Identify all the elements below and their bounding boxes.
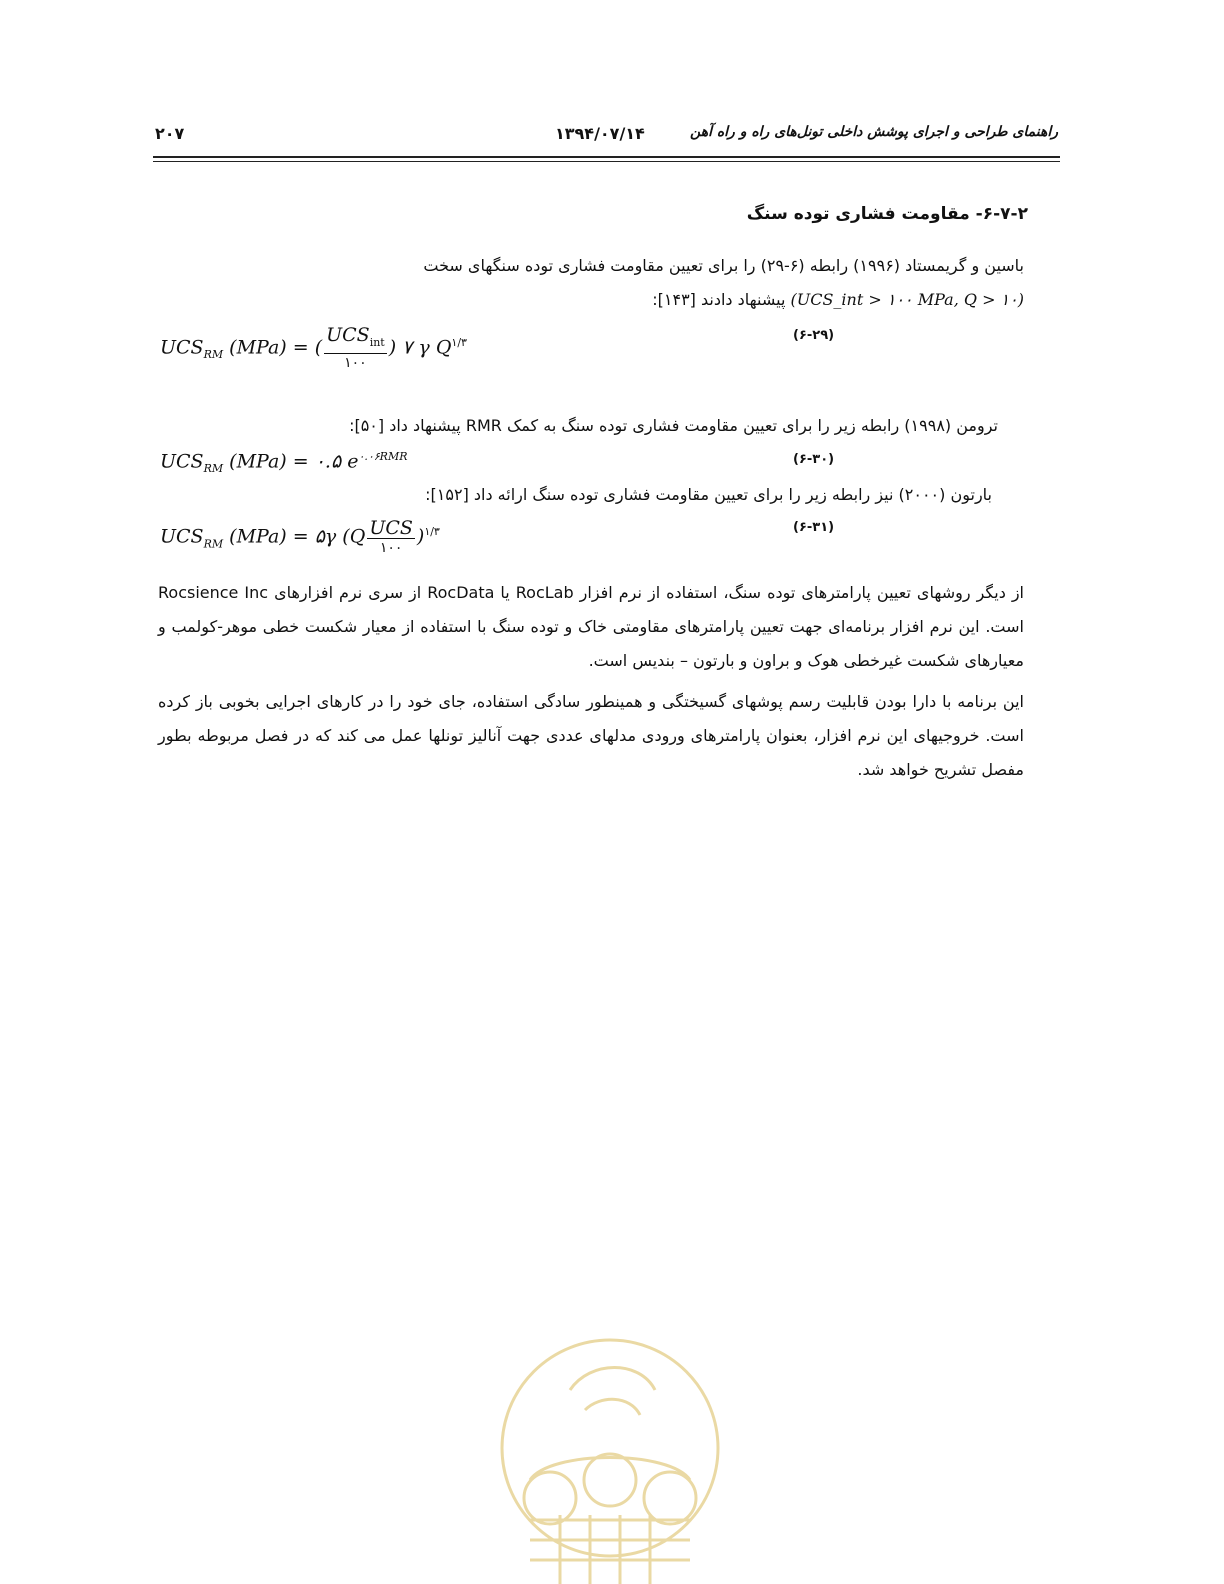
eq31-close: ): [416, 525, 425, 548]
seal-outer-ring: [502, 1340, 718, 1556]
section-heading: ۶-۷-۲- مقاومت فشاری توده سنگ: [746, 204, 1028, 224]
seal-gear-center: [584, 1454, 636, 1506]
page-number: ۲۰۷: [155, 124, 185, 143]
eq30-lhs-sub: RM: [203, 462, 224, 476]
eq29-lhs: UCS: [160, 336, 204, 359]
header-rule-thin: [153, 161, 1060, 162]
header-rule: [153, 156, 1060, 158]
eq30-exponent: ۰.۰۶RMR: [358, 450, 408, 463]
seal-arc: [530, 1458, 690, 1481]
paragraph-2: ترومن (۱۹۹۸) رابطه زیر را برای تعیین مقاومت فشاری توده سنگ به کمک RMR پیشنهاد داد [۵۰]:: [349, 416, 998, 435]
header-date: ۱۳۹۴/۰۷/۱۴: [555, 124, 645, 143]
equation-29: [160, 325, 467, 372]
eq31-fraction: [367, 518, 415, 557]
seal-gear-left: [524, 1472, 576, 1524]
paragraph-1-line-2: [652, 290, 1024, 309]
eq29-rest: ) ۷ γ Q: [388, 336, 452, 359]
equation-31-number: (۶-۳۱): [793, 520, 835, 535]
equation-29-number: (۶-۲۹): [793, 328, 835, 343]
eq31-numerator: UCS: [369, 517, 413, 539]
paragraph-1-line-1: باسین و گریمستاد (۱۹۹۶) رابطه (۶-۲۹) را برای تعیین مقاومت فشاری توده سنگهای سخت: [423, 256, 1024, 275]
equation-30-number: (۶-۳۰): [793, 452, 835, 467]
header-title: راهنمای طراحی و اجرای پوشش داخلی تونل‌های راه و راه آهن: [690, 124, 1058, 140]
eq29-fraction: [324, 325, 387, 372]
eq29-exponent: ۱/۳: [451, 336, 467, 350]
eq31-lhs: UCS: [160, 525, 204, 548]
eq31-denominator: ۱۰۰: [379, 540, 403, 556]
eq30-lhs: UCS: [160, 450, 204, 473]
eq30-rhs: (MPa) = ۰.۵ e: [229, 450, 359, 473]
eq29-numerator: UCS: [326, 324, 370, 346]
eq31-exponent: ۱/۳: [424, 525, 440, 539]
paragraph-4: از دیگر روشهای تعیین پارامترهای توده سنگ، استفاده از نرم افزار RocLab یا RocData از سری نرم افزارهای Rocsience Inc است. این نرم افزار برنامه‌ای جهت تعیین پارامترهای مقاومتی خاک و توده سنگ با استفاده از معیار شکست خطی موهر-کولمب و معیارهای شکست غیرخطی هوک و براون و بارتون – بندیس است.: [158, 583, 1025, 670]
equation-31: [160, 518, 440, 557]
eq31-lhs-sub: RM: [203, 537, 224, 551]
eq29-lhs-sub: RM: [203, 348, 224, 362]
institutional-seal-watermark: [490, 1330, 730, 1584]
eq29-denominator: ۱۰۰: [344, 354, 367, 371]
equation-30: [160, 450, 408, 475]
seal-calligraphy: [570, 1368, 655, 1416]
eq29-unit: (MPa) = (: [229, 336, 323, 359]
seal-gear-right: [644, 1472, 696, 1524]
paragraph-3: بارتون (۲۰۰۰) نیز رابطه زیر را برای تعیین مقاومت فشاری توده سنگ ارائه داد [۱۵۲]:: [425, 485, 992, 504]
paragraph-5: این برنامه با دارا بودن قابلیت رسم پوشهای گسیختگی و همینطور سادگی استفاده، جای خود را در کارهای اجرایی بخوبی باز کرده است. خروجیهای این نرم افزار، بعنوان پارامترهای ورودی مدلهای عددی جهت آنالیز تونلها عمل می کند که در فصل مربوطه بطور مفصل تشریح خواهد شد.: [158, 692, 1024, 779]
eq31-rhs: (MPa) = ۵γ (Q: [229, 525, 366, 548]
eq29-numerator-sub: int: [369, 335, 385, 349]
seal-grid: [530, 1515, 690, 1584]
paragraph-1-condition: (UCS_int > ۱۰۰ MPa, Q > ۱۰): [790, 290, 1024, 309]
paragraph-1-text: پیشنهاد دادند [۱۴۳]:: [652, 290, 786, 309]
